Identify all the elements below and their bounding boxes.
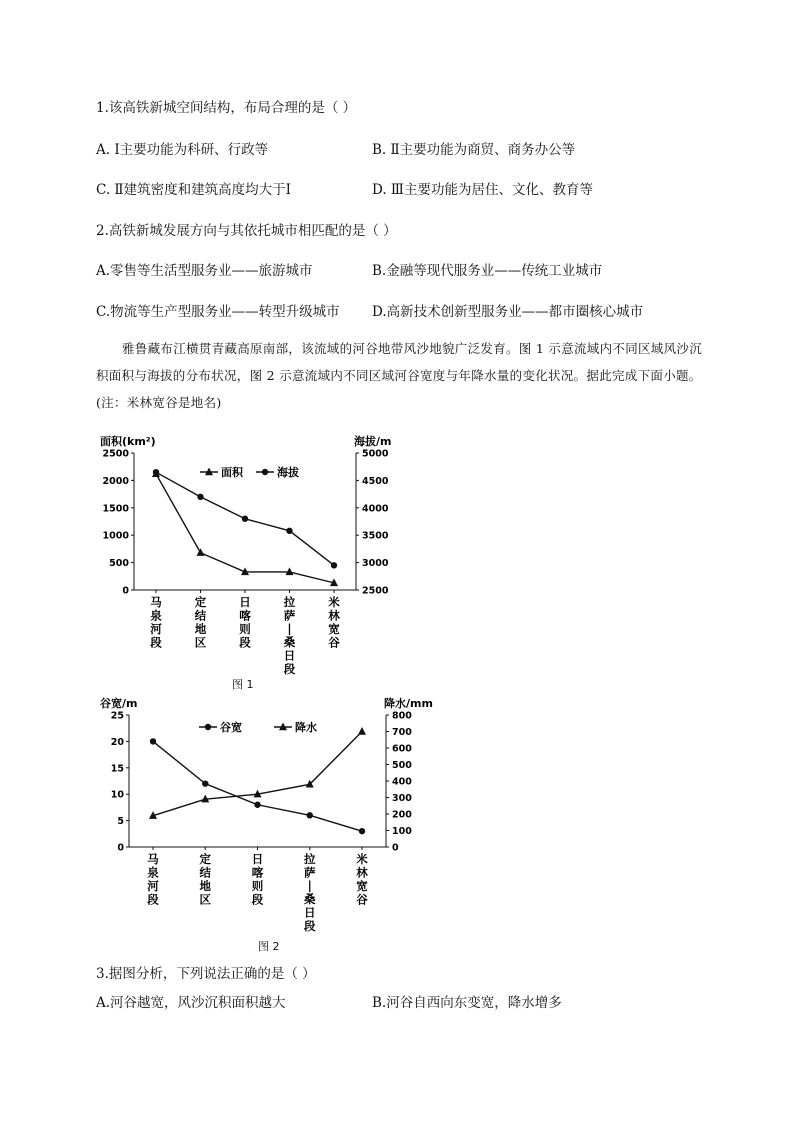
category-label: 米林宽谷: [356, 852, 368, 907]
right-tick-label: 700: [392, 727, 412, 738]
q2-option-a[interactable]: A.零售等生活型服务业——旅游城市: [96, 263, 313, 279]
right-axis-title: 海拔/m: [354, 435, 392, 448]
left-tick-label: 1500: [102, 503, 129, 515]
category-label: 马泉河段: [150, 595, 162, 650]
category-label: 马泉河段: [147, 852, 159, 907]
left-axis-title: 谷宽/m: [100, 697, 138, 710]
figure-1-chart: [96, 422, 436, 680]
data-point: [331, 562, 337, 568]
right-tick-label: 5000: [362, 448, 389, 460]
q1-option-c[interactable]: C. Ⅱ建筑密度和建筑高度均大于Ⅰ: [96, 182, 291, 198]
q1-option-a[interactable]: A. Ⅰ主要功能为科研、行政等: [96, 142, 269, 158]
left-tick-label: 0: [117, 842, 124, 854]
q2-stem: 2.高铁新城发展方向与其依托城市相匹配的是（ ）: [96, 223, 397, 239]
figure-1-caption: 图 1: [232, 678, 254, 691]
legend-label: 面积: [221, 466, 243, 479]
left-tick-label: 20: [110, 736, 124, 748]
data-point: [197, 548, 205, 556]
right-tick-label: 600: [392, 743, 412, 755]
passage: 雅鲁藏布江横贯青藏高原南部，该流域的河谷地带风沙地貌广泛发育。图 1 示意流域内不同区域风沙沉积面积与海拔的分布状况，图 2 示意流域内不同区域河谷宽度与年降水量的变化状况。据此完成下面小题。(注：米林宽谷是地名): [96, 341, 703, 410]
data-point: [359, 828, 365, 834]
left-tick-label: 2000: [102, 475, 129, 487]
q1-option-d[interactable]: D. Ⅲ主要功能为居住、文化、教育等: [372, 182, 593, 198]
left-axis-title: 面积(km²): [100, 435, 156, 448]
legend-label: 降水: [295, 721, 317, 734]
right-tick-label: 500: [392, 760, 412, 771]
data-point: [150, 738, 156, 744]
right-tick-label: 300: [392, 793, 412, 804]
left-tick-label: 25: [110, 710, 124, 722]
series-line-0: [156, 474, 334, 583]
right-tick-label: 0: [392, 842, 399, 854]
q1-stem: 1.该高铁新城空间结构，布局合理的是（ ）: [96, 100, 357, 116]
right-tick-label: 800: [392, 710, 412, 722]
data-point: [197, 494, 203, 500]
left-tick-label: 500: [109, 558, 129, 570]
right-tick-label: 3000: [362, 558, 389, 570]
category-label: 定结地区: [194, 595, 207, 650]
right-tick-label: 2500: [362, 585, 389, 597]
right-tick-label: 4000: [362, 503, 389, 515]
q2-option-d[interactable]: D.高新技术创新型服务业——都市圈核心城市: [372, 304, 644, 320]
category-label: 拉萨|桑日段: [304, 852, 316, 933]
right-tick-label: 3500: [362, 530, 389, 542]
q2-option-c[interactable]: C.物流等生产型服务业——转型升级城市: [96, 304, 340, 320]
q3-stem: 3.据图分析，下列说法正确的是（ ）: [96, 966, 316, 982]
data-point: [307, 812, 313, 818]
data-point: [153, 469, 159, 475]
left-tick-label: 15: [110, 763, 124, 775]
category-label: 定结地区: [199, 852, 211, 907]
q3-option-a[interactable]: A.河谷越宽，风沙沉积面积越大: [96, 995, 286, 1011]
legend-marker: [262, 469, 268, 475]
category-label: 米林宽谷: [328, 595, 340, 650]
legend-label: 谷宽: [220, 721, 242, 734]
left-tick-label: 2500: [102, 448, 129, 460]
data-point: [286, 528, 292, 534]
category-label: 日喀则段: [239, 595, 251, 650]
figure-2-caption: 图 2: [258, 940, 280, 953]
category-label: 日喀则段: [251, 852, 264, 907]
right-tick-label: 4500: [362, 475, 389, 487]
data-point: [254, 802, 260, 808]
figure-2-chart: [96, 692, 436, 938]
left-tick-label: 10: [110, 789, 124, 801]
legend-marker: [205, 724, 211, 730]
left-tick-label: 5: [117, 816, 124, 828]
q2-option-b[interactable]: B.金融等现代服务业——传统工业城市: [372, 263, 603, 279]
right-tick-label: 200: [392, 809, 412, 821]
series-line-0: [153, 741, 362, 831]
q3-option-b[interactable]: B.河谷自西向东变宽，降水增多: [372, 995, 562, 1011]
legend-label: 海拔: [277, 466, 299, 479]
left-tick-label: 1000: [102, 530, 129, 542]
right-axis-title: 降水/mm: [384, 697, 433, 710]
category-label: 拉萨|桑日段: [283, 595, 296, 676]
data-point: [242, 516, 248, 522]
data-point: [202, 780, 208, 786]
q1-option-b[interactable]: B. Ⅱ主要功能为商贸、商务办公等: [372, 142, 576, 158]
data-point: [358, 727, 366, 735]
right-tick-label: 400: [392, 776, 412, 788]
left-tick-label: 0: [122, 585, 129, 597]
right-tick-label: 100: [392, 826, 412, 837]
